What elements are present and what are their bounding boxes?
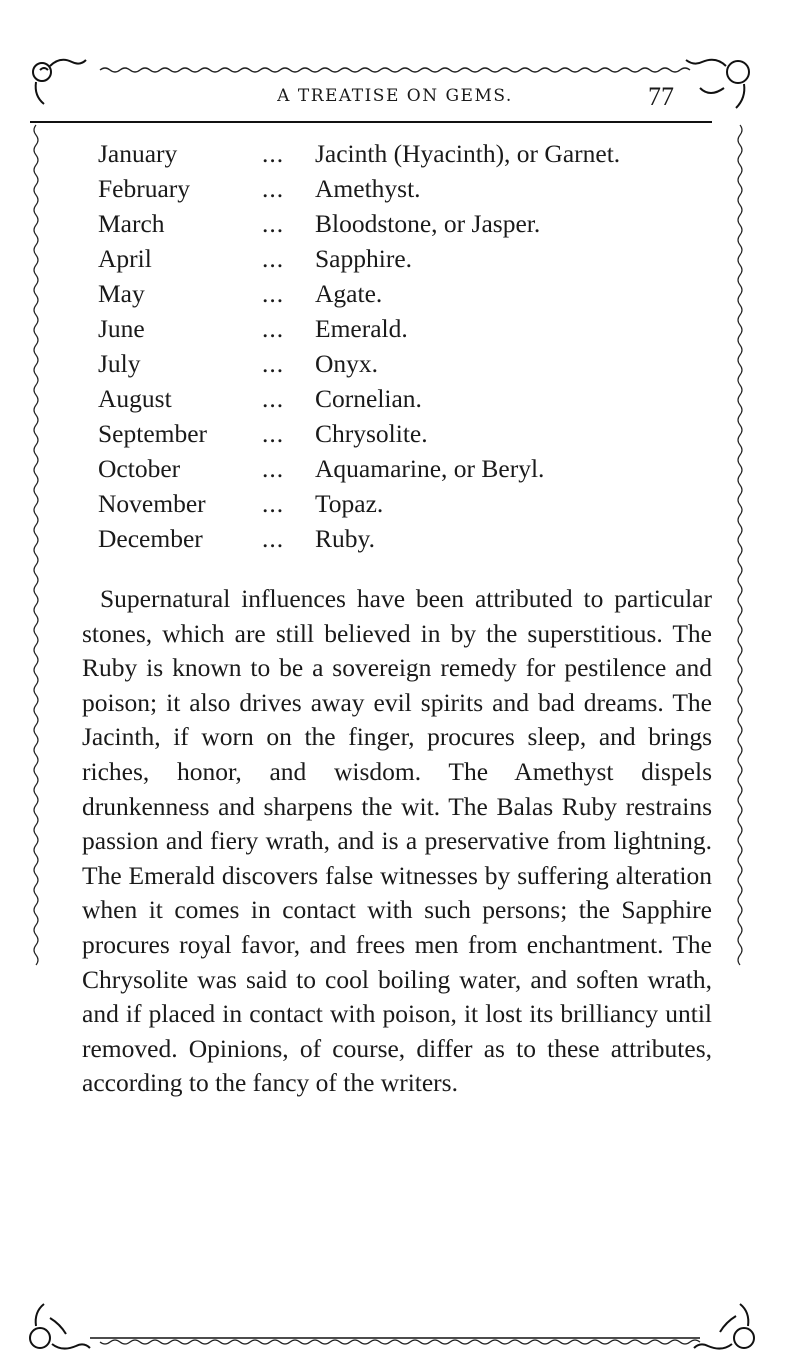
leader-dots: ... bbox=[262, 279, 285, 308]
ornament-bottom-left bbox=[30, 1304, 90, 1349]
month-label: November bbox=[98, 489, 206, 518]
month-label: February bbox=[98, 174, 191, 203]
top-wavy-rule bbox=[100, 68, 690, 72]
page-header bbox=[80, 84, 710, 118]
leader-dots: ... bbox=[262, 384, 285, 413]
table-row bbox=[98, 136, 718, 171]
leader-dots: ... bbox=[262, 174, 285, 203]
gem-label: Amethyst. bbox=[315, 174, 421, 203]
table-row bbox=[98, 381, 718, 416]
leader-dots: ... bbox=[262, 524, 285, 553]
month-label: May bbox=[98, 279, 145, 308]
right-wavy-rule bbox=[738, 125, 742, 965]
leader-dots: ... bbox=[262, 489, 285, 518]
month-label: April bbox=[98, 244, 152, 273]
table-row bbox=[98, 486, 718, 521]
month-label: September bbox=[98, 419, 208, 448]
gem-label: Sapphire. bbox=[315, 244, 413, 273]
month-label: March bbox=[98, 209, 165, 238]
gem-label: Bloodstone, or Jasper. bbox=[315, 209, 541, 238]
bottom-wavy-rule bbox=[100, 1340, 700, 1344]
month-label: December bbox=[98, 524, 203, 553]
table-row bbox=[98, 521, 718, 556]
leader-dots: ... bbox=[262, 314, 285, 343]
table-row bbox=[98, 241, 718, 276]
gem-label: Topaz. bbox=[315, 489, 384, 518]
leader-dots: ... bbox=[262, 454, 285, 483]
running-title: A TREATISE ON GEMS. bbox=[277, 86, 513, 106]
table-row bbox=[98, 416, 718, 451]
leader-dots: ... bbox=[262, 209, 285, 238]
gem-label: Ruby. bbox=[315, 524, 375, 553]
gem-label: Aquamarine, or Beryl. bbox=[315, 454, 545, 483]
gem-label: Onyx. bbox=[315, 349, 379, 378]
gem-label: Cornelian. bbox=[315, 384, 422, 413]
birthstone-table bbox=[98, 136, 718, 556]
body-text bbox=[82, 582, 712, 1101]
gem-label: Emerald. bbox=[315, 314, 408, 343]
month-label: June bbox=[98, 314, 145, 343]
leader-dots: ... bbox=[262, 419, 285, 448]
month-label: January bbox=[98, 139, 178, 168]
month-label: July bbox=[98, 349, 141, 378]
month-label: August bbox=[98, 384, 172, 413]
table-row bbox=[98, 171, 718, 206]
leader-dots: ... bbox=[262, 244, 285, 273]
ornament-bottom-right bbox=[694, 1304, 754, 1349]
page-number: 77 bbox=[648, 82, 674, 111]
table-row bbox=[98, 346, 718, 381]
left-wavy-rule bbox=[34, 125, 38, 965]
gem-label: Jacinth (Hyacinth), or Garnet. bbox=[315, 139, 621, 168]
leader-dots: ... bbox=[262, 139, 285, 168]
ornament-top-left bbox=[33, 60, 86, 104]
table-row bbox=[98, 451, 718, 486]
table-row bbox=[98, 276, 718, 311]
gem-label: Chrysolite. bbox=[315, 419, 428, 448]
gem-label: Agate. bbox=[315, 279, 383, 308]
leader-dots: ... bbox=[262, 349, 285, 378]
paragraph: Supernatural influences have been attributed to particular stones, which are still believed in by the superstitious. The Ruby is known to be a sovereign remedy for pestilence and poison; it also drives away evil spirits and bad dreams. The Jacinth, if worn on the finger, procures sleep, and brings riches, honor, and wisdom. The Amethyst dispels drunkenness and sharpens the wit. The Balas Ruby restrains passion and fiery wrath, and is a preservative from lightning. The Emerald discovers false witnesses by suffering alteration when it comes in contact with such persons; the Sapphire procures royal favor, and frees men from enchantment. The Chrysolite was said to cool boiling water, and soften wrath, and if placed in contact with poison, it lost its brilliancy until removed. Opinions, of course, differ as to these attributes, according to the fancy of the writers. bbox=[82, 584, 712, 1098]
month-label: October bbox=[98, 454, 181, 483]
table-row bbox=[98, 311, 718, 346]
table-row bbox=[98, 206, 718, 241]
